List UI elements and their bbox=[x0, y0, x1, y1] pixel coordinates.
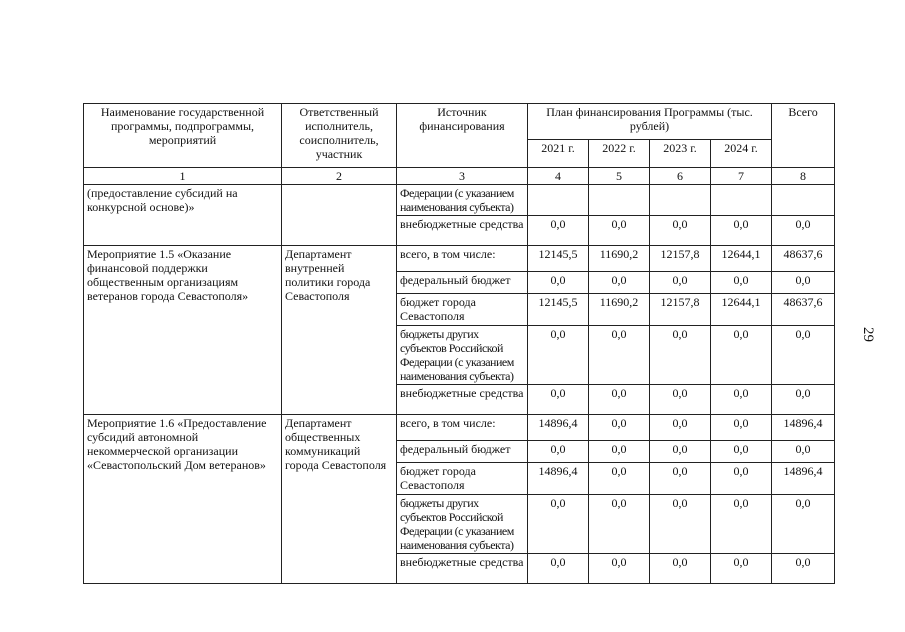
value-cell: 0,0 bbox=[528, 495, 589, 554]
value-cell: 0,0 bbox=[589, 441, 650, 463]
value-cell: 12157,8 bbox=[650, 294, 711, 326]
value-cell: 0,0 bbox=[711, 495, 772, 554]
measure-name-cell: Мероприятие 1.6 «Предоставление субсидий автономной некоммерческой организации «Севастопольский Дом ветеранов» bbox=[84, 415, 282, 584]
value-cell: 0,0 bbox=[711, 385, 772, 415]
value-cell: 0,0 bbox=[589, 495, 650, 554]
value-cell bbox=[589, 185, 650, 216]
source-cell: всего, в том числе: bbox=[397, 246, 528, 272]
value-cell: 0,0 bbox=[650, 495, 711, 554]
value-cell: 12145,5 bbox=[528, 246, 589, 272]
source-cell: бюджеты других субъектов Российской Федерации (с указанием наименования субъекта) bbox=[397, 326, 528, 385]
source-cell: внебюджетные средства bbox=[397, 385, 528, 415]
value-cell: 11690,2 bbox=[589, 246, 650, 272]
total-cell: 0,0 bbox=[772, 495, 835, 554]
value-cell bbox=[711, 185, 772, 216]
value-cell: 0,0 bbox=[528, 554, 589, 584]
value-cell: 0,0 bbox=[528, 441, 589, 463]
total-cell: 0,0 bbox=[772, 554, 835, 584]
source-cell: федеральный бюджет bbox=[397, 272, 528, 294]
table-row bbox=[84, 185, 835, 216]
col-num-5: 5 bbox=[589, 168, 650, 185]
total-cell: 0,0 bbox=[772, 326, 835, 385]
value-cell: 0,0 bbox=[528, 326, 589, 385]
total-cell: 48637,6 bbox=[772, 294, 835, 326]
source-cell: федеральный бюджет bbox=[397, 441, 528, 463]
page-number: 29 bbox=[860, 327, 876, 342]
value-cell: 0,0 bbox=[528, 216, 589, 246]
measure-name-cell: (предоставление субсидий на конкурсной основе)» bbox=[84, 185, 282, 246]
responsible-cell: Департамент внутренней политики города Севастополя bbox=[282, 246, 397, 415]
value-cell: 12644,1 bbox=[711, 246, 772, 272]
table-row bbox=[84, 246, 835, 272]
value-cell bbox=[650, 185, 711, 216]
header-year-2021: 2021 г. bbox=[528, 140, 589, 168]
total-cell: 14896,4 bbox=[772, 415, 835, 441]
value-cell: 0,0 bbox=[650, 441, 711, 463]
value-cell bbox=[528, 185, 589, 216]
source-cell: бюджет города Севастополя bbox=[397, 463, 528, 495]
value-cell: 0,0 bbox=[528, 272, 589, 294]
total-cell: 14896,4 bbox=[772, 463, 835, 495]
value-cell: 0,0 bbox=[650, 554, 711, 584]
value-cell: 0,0 bbox=[650, 326, 711, 385]
header-name: Наименование государственной программы, подпрограммы, мероприятий bbox=[84, 104, 282, 168]
value-cell: 0,0 bbox=[589, 554, 650, 584]
header-source: Источник финансирования bbox=[397, 104, 528, 168]
header-year-2024: 2024 г. bbox=[711, 140, 772, 168]
total-cell: 0,0 bbox=[772, 385, 835, 415]
table-row bbox=[84, 415, 835, 441]
col-num-6: 6 bbox=[650, 168, 711, 185]
value-cell: 0,0 bbox=[589, 385, 650, 415]
value-cell: 14896,4 bbox=[528, 463, 589, 495]
value-cell: 0,0 bbox=[528, 385, 589, 415]
value-cell: 0,0 bbox=[711, 554, 772, 584]
col-num-8: 8 bbox=[772, 168, 835, 185]
value-cell: 0,0 bbox=[711, 441, 772, 463]
value-cell: 0,0 bbox=[711, 216, 772, 246]
value-cell: 12145,5 bbox=[528, 294, 589, 326]
header-responsible: Ответственный исполнитель, соисполнитель, участник bbox=[282, 104, 397, 168]
value-cell: 14896,4 bbox=[528, 415, 589, 441]
financing-table bbox=[83, 103, 835, 584]
header-plan: План финансирования Программы (тыс. рублей) bbox=[528, 104, 772, 140]
value-cell: 0,0 bbox=[711, 272, 772, 294]
value-cell: 0,0 bbox=[650, 463, 711, 495]
value-cell: 0,0 bbox=[589, 272, 650, 294]
value-cell: 0,0 bbox=[589, 463, 650, 495]
value-cell: 0,0 bbox=[589, 216, 650, 246]
total-cell: 48637,6 bbox=[772, 246, 835, 272]
col-num-1: 1 bbox=[84, 168, 282, 185]
value-cell: 0,0 bbox=[650, 415, 711, 441]
header-year-2022: 2022 г. bbox=[589, 140, 650, 168]
value-cell: 0,0 bbox=[650, 385, 711, 415]
col-num-2: 2 bbox=[282, 168, 397, 185]
header-total: Всего bbox=[772, 104, 835, 168]
value-cell: 0,0 bbox=[711, 463, 772, 495]
value-cell: 11690,2 bbox=[589, 294, 650, 326]
source-cell: Федерации (с указанием наименования субъекта) bbox=[397, 185, 528, 216]
source-cell: всего, в том числе: bbox=[397, 415, 528, 441]
total-cell: 0,0 bbox=[772, 272, 835, 294]
total-cell: 0,0 bbox=[772, 441, 835, 463]
responsible-cell bbox=[282, 185, 397, 246]
header-year-2023: 2023 г. bbox=[650, 140, 711, 168]
total-cell bbox=[772, 185, 835, 216]
total-cell: 0,0 bbox=[772, 216, 835, 246]
value-cell: 0,0 bbox=[711, 415, 772, 441]
responsible-cell: Департамент общественных коммуникаций города Севастополя bbox=[282, 415, 397, 584]
value-cell: 0,0 bbox=[650, 216, 711, 246]
source-cell: бюджет города Севастополя bbox=[397, 294, 528, 326]
col-num-3: 3 bbox=[397, 168, 528, 185]
value-cell: 0,0 bbox=[589, 415, 650, 441]
source-cell: внебюджетные средства bbox=[397, 554, 528, 584]
value-cell: 0,0 bbox=[711, 326, 772, 385]
value-cell: 0,0 bbox=[650, 272, 711, 294]
value-cell: 12644,1 bbox=[711, 294, 772, 326]
source-cell: бюджеты других субъектов Российской Федерации (с указанием наименования субъекта) bbox=[397, 495, 528, 554]
col-num-7: 7 bbox=[711, 168, 772, 185]
source-cell: внебюджетные средства bbox=[397, 216, 528, 246]
col-num-4: 4 bbox=[528, 168, 589, 185]
value-cell: 0,0 bbox=[589, 326, 650, 385]
measure-name-cell: Мероприятие 1.5 «Оказание финансовой поддержки общественным организациям ветеранов города Севастополя» bbox=[84, 246, 282, 415]
value-cell: 12157,8 bbox=[650, 246, 711, 272]
